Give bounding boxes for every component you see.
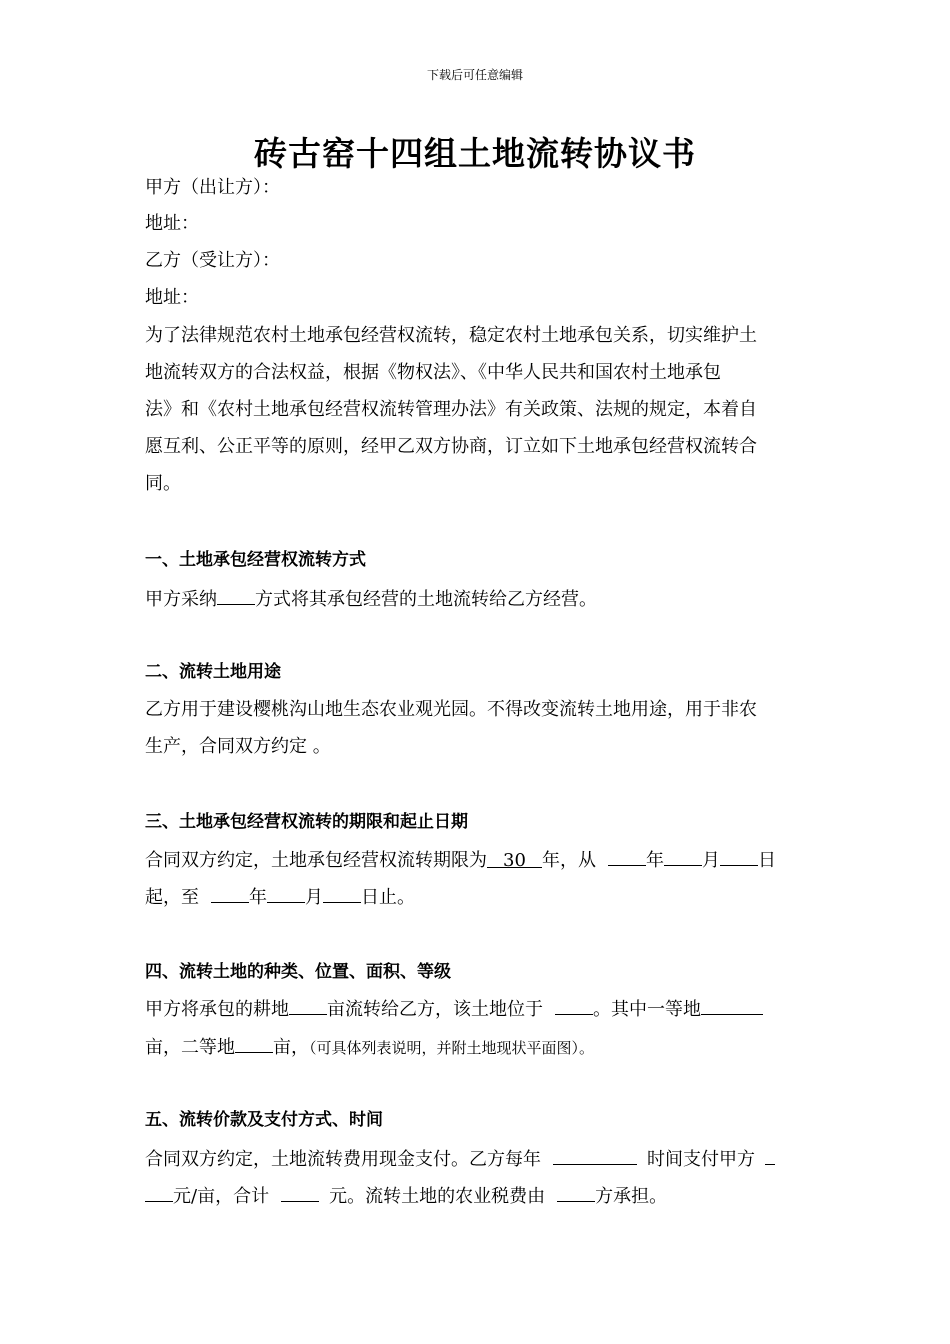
grade-2-area-blank[interactable] bbox=[235, 1034, 273, 1053]
section-4-line bbox=[145, 1034, 594, 1060]
party-a-label: 甲方（出让方）： bbox=[145, 177, 280, 198]
section-5-line bbox=[145, 1146, 775, 1172]
section-3-text: 起，至 bbox=[145, 887, 199, 908]
payment-time-blank[interactable] bbox=[553, 1146, 637, 1165]
address-a-label: 地址： bbox=[145, 213, 199, 234]
price-blank-start[interactable] bbox=[765, 1146, 775, 1165]
section-2-line: 生产，合同双方约定 。 bbox=[145, 736, 331, 757]
end-month-blank[interactable] bbox=[267, 884, 305, 903]
section-4-line bbox=[145, 996, 763, 1022]
section-4-text: 亩，二等地 bbox=[145, 1037, 235, 1058]
party-b-label: 乙方（受让方）： bbox=[145, 250, 280, 271]
section-3-text: 年，从 bbox=[542, 850, 596, 871]
section-4-note: （可具体列表说明，并附土地现状平面图）。 bbox=[309, 1039, 595, 1057]
section-5-heading: 五、流转价款及支付方式、时间 bbox=[145, 1110, 383, 1130]
transfer-method-blank[interactable] bbox=[217, 586, 255, 605]
section-4-text: 。其中一等地 bbox=[593, 999, 701, 1020]
section-3-heading: 三、土地承包经营权流转的期限和起止日期 bbox=[145, 812, 468, 832]
preamble-line: 地流转双方的合法权益，根据《物权法》、《中华人民共和国农村土地承包 bbox=[145, 362, 721, 383]
section-5-text: 元/亩，合计 bbox=[173, 1186, 270, 1207]
section-3-text: 日止。 bbox=[361, 887, 415, 908]
section-3-line bbox=[145, 884, 415, 910]
address-b-label: 地址： bbox=[145, 287, 199, 308]
grade-1-area-blank[interactable] bbox=[701, 996, 763, 1015]
section-2-heading: 二、流转土地用途 bbox=[145, 662, 281, 682]
end-day-blank[interactable] bbox=[323, 884, 361, 903]
price-blank[interactable] bbox=[145, 1183, 173, 1202]
preamble-line: 愿互利、公正平等的原则，经甲乙双方协商，订立如下土地承包经营权流转合 bbox=[145, 436, 757, 457]
start-day-blank[interactable] bbox=[720, 847, 758, 866]
section-3-text: 月 bbox=[305, 887, 323, 908]
section-5-text: 元。流转土地的农业税费由 bbox=[329, 1186, 546, 1207]
section-2-line: 乙方用于建设樱桃沟山地生态农业观光园。不得改变流转土地用途，用于非农 bbox=[145, 699, 757, 720]
section-3-line bbox=[145, 847, 776, 873]
preamble-line: 同。 bbox=[145, 473, 181, 494]
total-blank[interactable] bbox=[281, 1183, 319, 1202]
section-5-text: 方承担。 bbox=[595, 1186, 668, 1207]
section-5-text: 合同双方约定，土地流转费用现金支付。乙方每年 bbox=[145, 1149, 541, 1170]
section-1-text: 甲方采纳 bbox=[145, 589, 217, 610]
section-4-heading: 四、流转土地的种类、位置、面积、等级 bbox=[145, 962, 451, 982]
section-1-line bbox=[145, 586, 597, 612]
start-month-blank[interactable] bbox=[664, 847, 702, 866]
section-1-heading: 一、土地承包经营权流转方式 bbox=[145, 550, 366, 570]
farmland-area-blank[interactable] bbox=[289, 996, 327, 1015]
section-5-text: 时间支付甲方 bbox=[647, 1149, 755, 1170]
section-1-text: 方式将其承包经营的土地流转给乙方经营。 bbox=[255, 589, 597, 610]
end-year-blank[interactable] bbox=[211, 884, 249, 903]
location-blank[interactable] bbox=[555, 996, 593, 1015]
section-3-text: 月 bbox=[702, 850, 720, 871]
preamble-line: 法》和《农村土地承包经营权流转管理办法》有关政策、法规的规定，本着自 bbox=[145, 399, 757, 420]
section-5-line bbox=[145, 1183, 667, 1209]
watermark-text: 下载后可任意编辑 bbox=[426, 68, 523, 82]
term-years-value[interactable]: 30 bbox=[487, 849, 542, 868]
section-4-text: 亩， bbox=[273, 1037, 309, 1058]
section-4-text: 亩流转给乙方，该土地位于 bbox=[327, 999, 543, 1020]
tax-party-blank[interactable] bbox=[557, 1183, 595, 1202]
section-3-text: 年 bbox=[249, 887, 267, 908]
section-3-text: 年 bbox=[646, 850, 664, 871]
start-year-blank[interactable] bbox=[608, 847, 646, 866]
preamble-line: 为了法律规范农村土地承包经营权流转，稳定农村土地承包关系，切实维护土 bbox=[145, 325, 757, 346]
section-3-text: 合同双方约定，土地承包经营权流转期限为 bbox=[145, 850, 487, 871]
document-title: 砖古窑十四组土地流转协议书 bbox=[254, 134, 696, 173]
section-3-text: 日 bbox=[758, 850, 776, 871]
section-4-text: 甲方将承包的耕地 bbox=[145, 999, 289, 1020]
